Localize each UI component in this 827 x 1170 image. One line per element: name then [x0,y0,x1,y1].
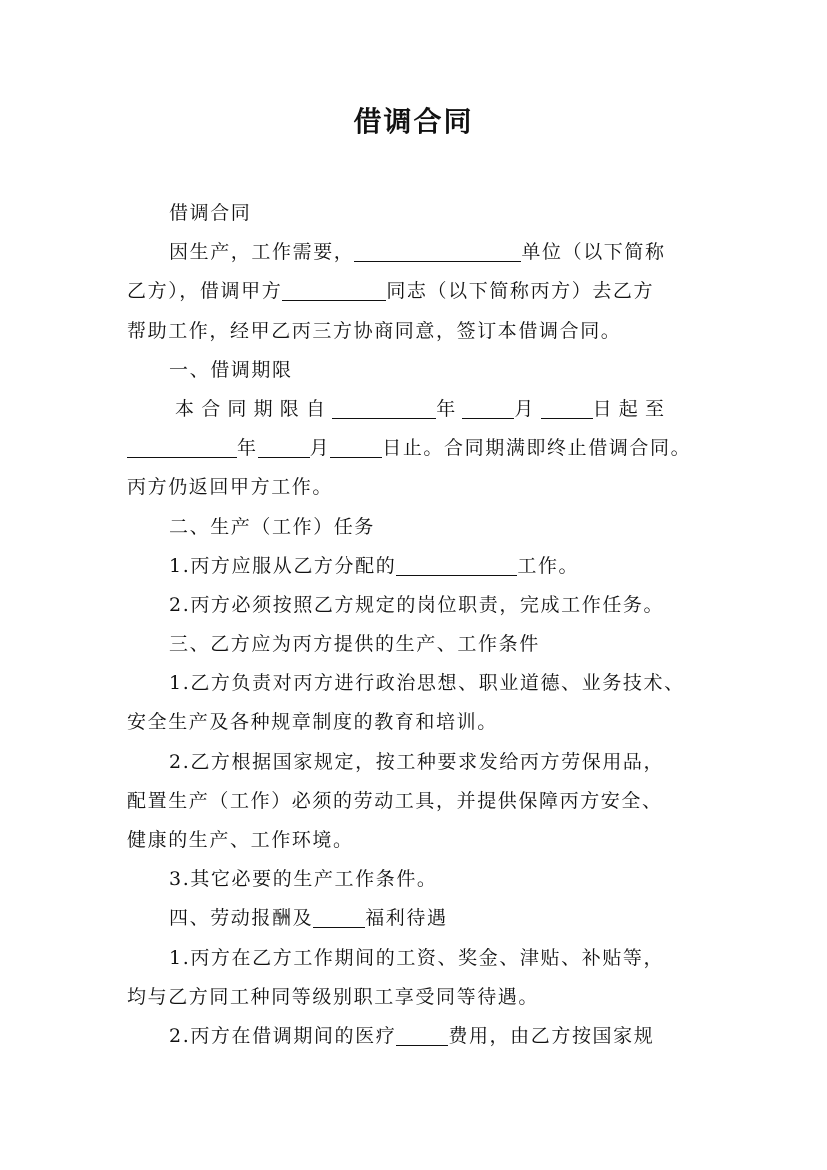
blank-end-month[interactable] [258,435,310,458]
body-line-17 [127,821,717,860]
text-segment: 1.丙方在乙方工作期间的工资、奖金、津贴、补贴等， [169,946,665,969]
text-segment: 本合同期限自 [175,397,333,420]
text-segment: 帮助工作，经甲乙丙三方协商同意，签订本借调合同。 [127,319,622,342]
blank-comrade-name[interactable] [282,278,386,301]
text-segment: 丙方仍返回甲方工作。 [127,476,334,499]
text-segment: 安全生产及各种规章制度的教育和培训。 [127,711,498,734]
body-line-4 [127,312,717,351]
body-line-1 [127,194,717,233]
body-line-16 [127,782,717,821]
blank-unit-name[interactable] [354,239,521,262]
blank-welfare[interactable] [313,905,365,928]
text-segment: 2.丙方在借调期间的医疗 [169,1024,397,1047]
text-segment: 日止。合同期满即终止借调合同。 [382,437,692,460]
text-segment: 四、劳动报酬及 [169,907,314,930]
body-line-11 [127,586,717,625]
text-segment: 年 [237,437,258,460]
section-heading-2 [127,508,717,547]
text-segment: 年 [436,397,463,420]
body-line-20 [127,939,717,978]
body-line-7 [127,429,717,468]
body-line-13 [127,664,717,703]
section-heading-1 [127,351,717,390]
body-line-3 [127,272,717,311]
text-segment: 二、生产（工作）任务 [169,515,376,538]
body-line-15 [127,743,717,782]
text-segment: 2.乙方根据国家规定，按工种要求发给丙方劳保用品， [169,750,665,773]
section-heading-4 [127,899,717,938]
blank-start-day[interactable] [541,396,593,419]
text-segment: 配置生产（工作）必须的劳动工具，并提供保障丙方安全、 [127,789,663,812]
text-segment: 费用，由乙方按国家规 [448,1024,655,1047]
text-segment: 因生产，工作需要， [169,241,355,264]
blank-start-year[interactable] [332,396,436,419]
text-segment: 月 [309,437,331,460]
text-segment: 单位（以下简称 [521,241,666,264]
heading-repeat: 借调合同 [169,202,252,224]
text-segment: 3.其它必要的生产工作条件。 [169,868,438,891]
document-title: 借调合同 [353,105,474,138]
text-segment: 1.丙方应服从乙方分配的 [169,554,397,577]
blank-assigned-work[interactable] [396,553,517,576]
document-body [127,194,717,1056]
blank-end-day[interactable] [330,435,382,458]
body-line-21 [127,978,717,1017]
body-line-6 [127,390,717,429]
body-line-22 [127,1017,717,1056]
text-segment: 工作。 [517,554,580,577]
text-segment: 健康的生产、工作环境。 [127,829,354,851]
text-segment: 乙方），借调甲方 [127,280,283,303]
body-line-18 [127,860,717,899]
blank-start-month[interactable] [462,396,514,419]
text-segment: 一、借调期限 [169,358,293,381]
text-segment: 同志（以下简称丙方）去乙方 [386,280,655,303]
body-line-8 [127,468,717,507]
body-line-2 [127,233,717,272]
body-line-14 [127,703,717,742]
text-segment: 1.乙方负责对丙方进行政治思想、职业道德、业务技术、 [169,672,685,695]
text-segment: 日起至 [592,397,672,420]
text-segment: 月 [514,397,541,420]
blank-medical[interactable] [396,1023,448,1046]
section-heading-3 [127,625,717,664]
text-segment: 2.丙方必须按照乙方规定的岗位职责，完成工作任务。 [169,593,665,616]
text-segment: 均与乙方同工种同等级别职工享受同等待遇。 [127,985,540,1008]
blank-end-year[interactable] [127,435,237,458]
text-segment: 三、乙方应为丙方提供的生产、工作条件 [169,633,540,656]
body-line-10 [127,547,717,586]
text-segment: 福利待遇 [365,907,448,930]
